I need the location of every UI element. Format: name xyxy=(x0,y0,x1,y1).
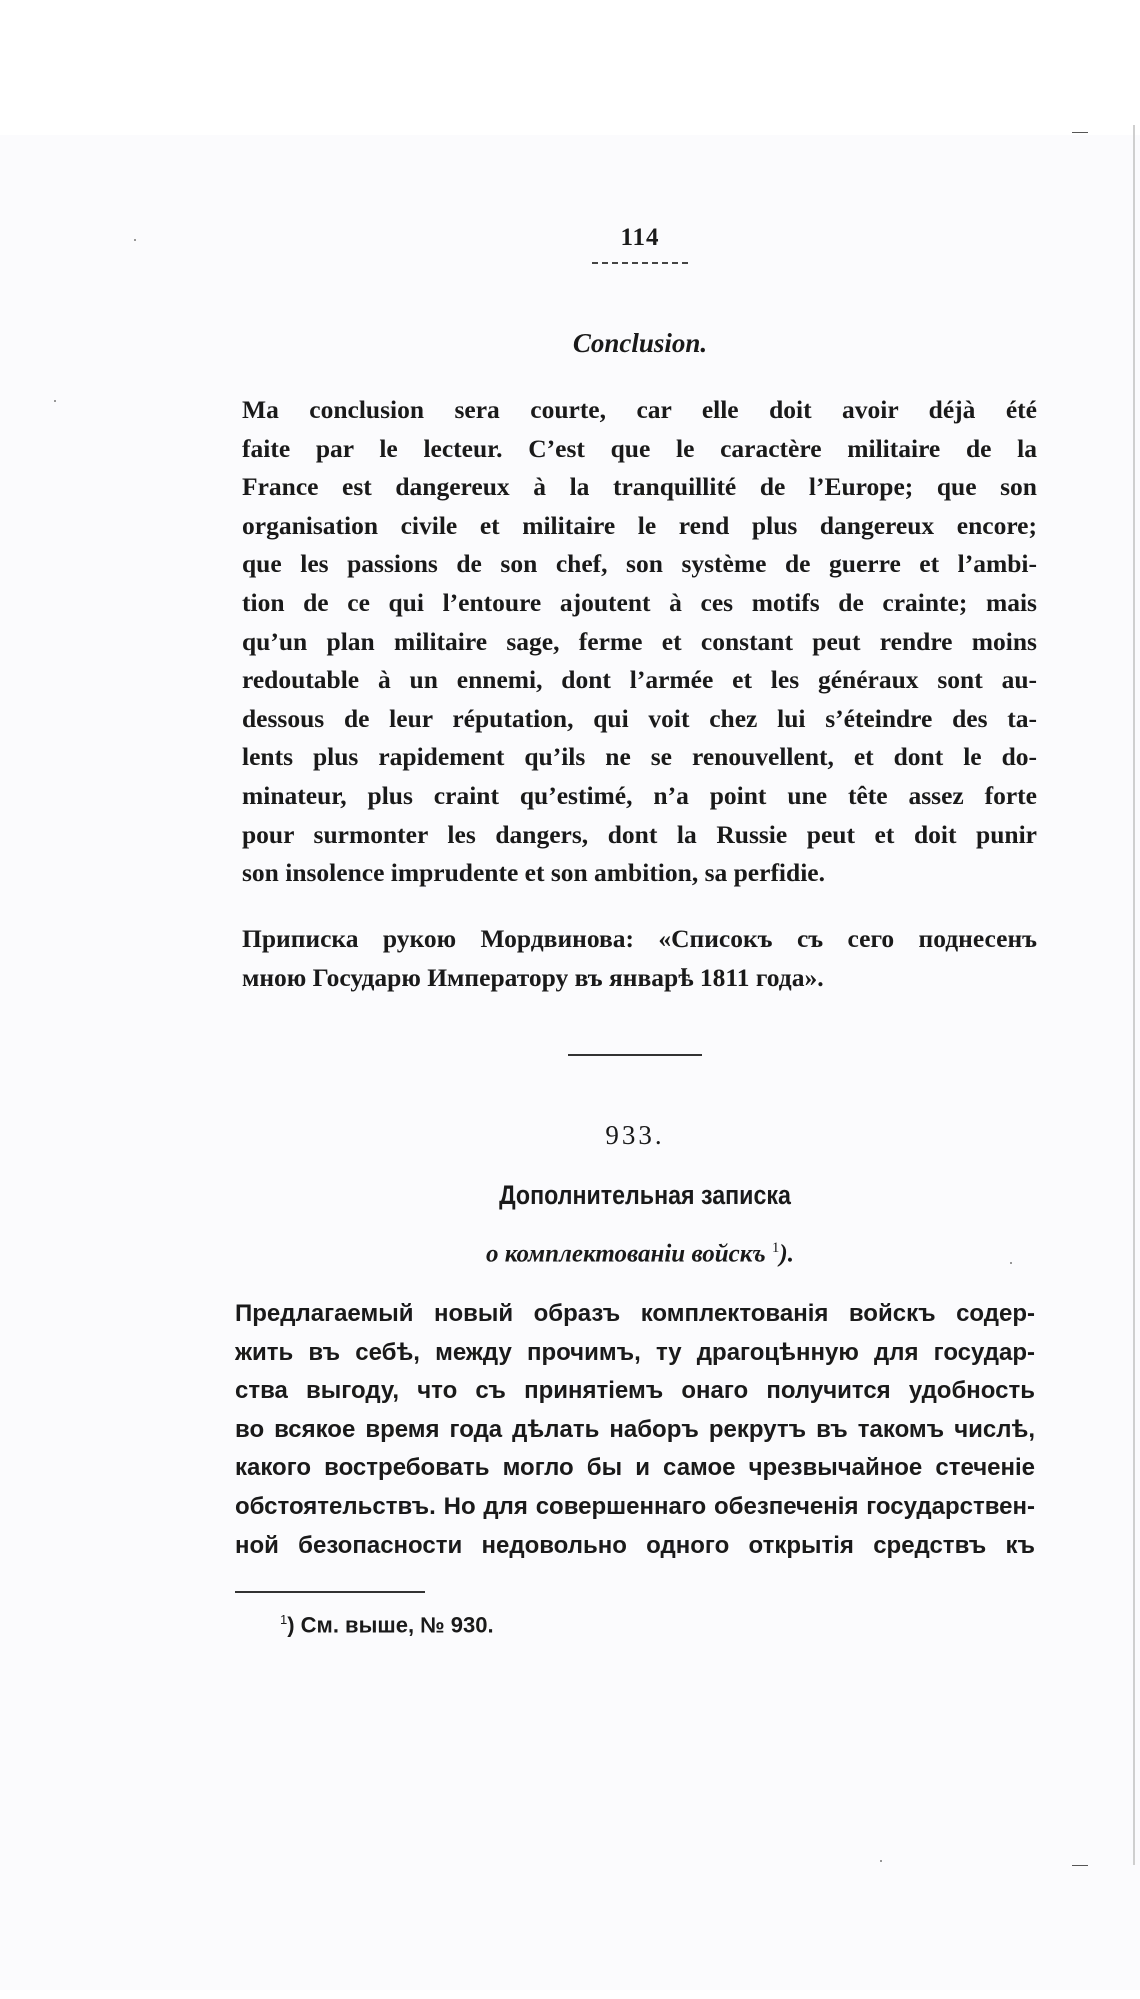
page-number: 114 xyxy=(620,224,660,251)
conclusion-heading: Conclusion. xyxy=(572,328,708,358)
subtitle-text: о комплектованіи войскъ xyxy=(486,1240,766,1268)
footnote-marker: 1 xyxy=(280,1612,288,1627)
text-line: minateur, plus craint qu’estimé, n’a point une tête assez forte xyxy=(242,780,1037,810)
text-line: Приписка рукою Мордвинова: «Списокъ съ сего поднесенъ xyxy=(242,924,1037,953)
text-line: Ma conclusion sera courte, car elle doit avoir déjà été xyxy=(242,395,1037,424)
text-line: ной безопасности недовольно одного открытія средствъ къ xyxy=(235,1531,1035,1559)
edge-mark-top xyxy=(1072,132,1088,133)
conclusion-paragraph xyxy=(242,391,1037,893)
page-right-edge xyxy=(1133,125,1135,1865)
text-line: жить въ себѣ, между прочимъ, ту драгоцѣнную для государ- xyxy=(235,1338,1035,1366)
section-divider xyxy=(568,1054,702,1056)
text-line: во всякое время года дѣлать наборъ рекрутъ въ такомъ числѣ, xyxy=(235,1415,1035,1443)
document-subtitle xyxy=(440,1240,840,1268)
text-line: tion de ce qui l’entoure ajoutent à ces motifs de crainte; mais xyxy=(242,587,1037,617)
text-line: Предлагаемый новый образъ комплектованія войскъ содер- xyxy=(235,1300,1035,1327)
scan-speck xyxy=(880,1860,882,1862)
text-line: France est dangereux à la tranquillité de l’Europe; que son xyxy=(242,472,1037,502)
scan-speck xyxy=(54,400,56,402)
text-line: qu’un plan militaire sage, ferme et constant peut rendre moins xyxy=(242,626,1037,656)
edge-mark-bottom xyxy=(1072,1865,1088,1866)
text-line: мною Государю Императору въ январѣ 1811 года». xyxy=(242,962,824,992)
text-line: ства выгоду, что съ принятіемъ онаго получится удобность xyxy=(235,1377,1035,1405)
footnote xyxy=(280,1612,680,1638)
text-line: son insolence imprudente et son ambition, sa perfidie. xyxy=(242,858,825,888)
footnote-ref: 1 xyxy=(771,1240,780,1256)
text-line: faite par le lecteur. C’est que le caractère militaire de la xyxy=(242,433,1037,463)
scan-speck xyxy=(1010,1262,1012,1264)
subtitle-close: ). xyxy=(779,1240,794,1268)
text-line: pour surmonter les dangers, dont la Russie peut et doit punir xyxy=(242,819,1037,849)
document-number: 933. xyxy=(605,1120,665,1150)
text-line: обстоятельствъ. Но для совершеннаго обезпеченія государствен- xyxy=(235,1492,1035,1520)
page-number-underline xyxy=(592,262,688,264)
text-line: que les passions de son chef, son système de guerre et l’ambi- xyxy=(242,549,1037,579)
text-line: organisation civile et militaire le rend plus dangereux encore; xyxy=(242,510,1037,540)
mordvinov-note xyxy=(242,920,1037,997)
text-line: какого востребовать могло бы и самое чрезвычайное стеченіе xyxy=(235,1454,1035,1482)
text-line: lents plus rapidement qu’ils ne se renouvellent, et dont le do- xyxy=(242,742,1037,772)
footnote-text: ) См. выше, № 930. xyxy=(287,1612,494,1638)
document-title: Дополнительная записка xyxy=(499,1180,791,1210)
footnote-divider xyxy=(235,1591,425,1593)
scan-speck xyxy=(134,239,136,241)
text-line: redoutable à un ennemi, dont l’armée et les généraux sont au- xyxy=(242,665,1037,695)
document-body-paragraph xyxy=(235,1295,1035,1565)
text-line: dessous de leur réputation, qui voit chez lui s’éteindre des ta- xyxy=(242,703,1037,733)
